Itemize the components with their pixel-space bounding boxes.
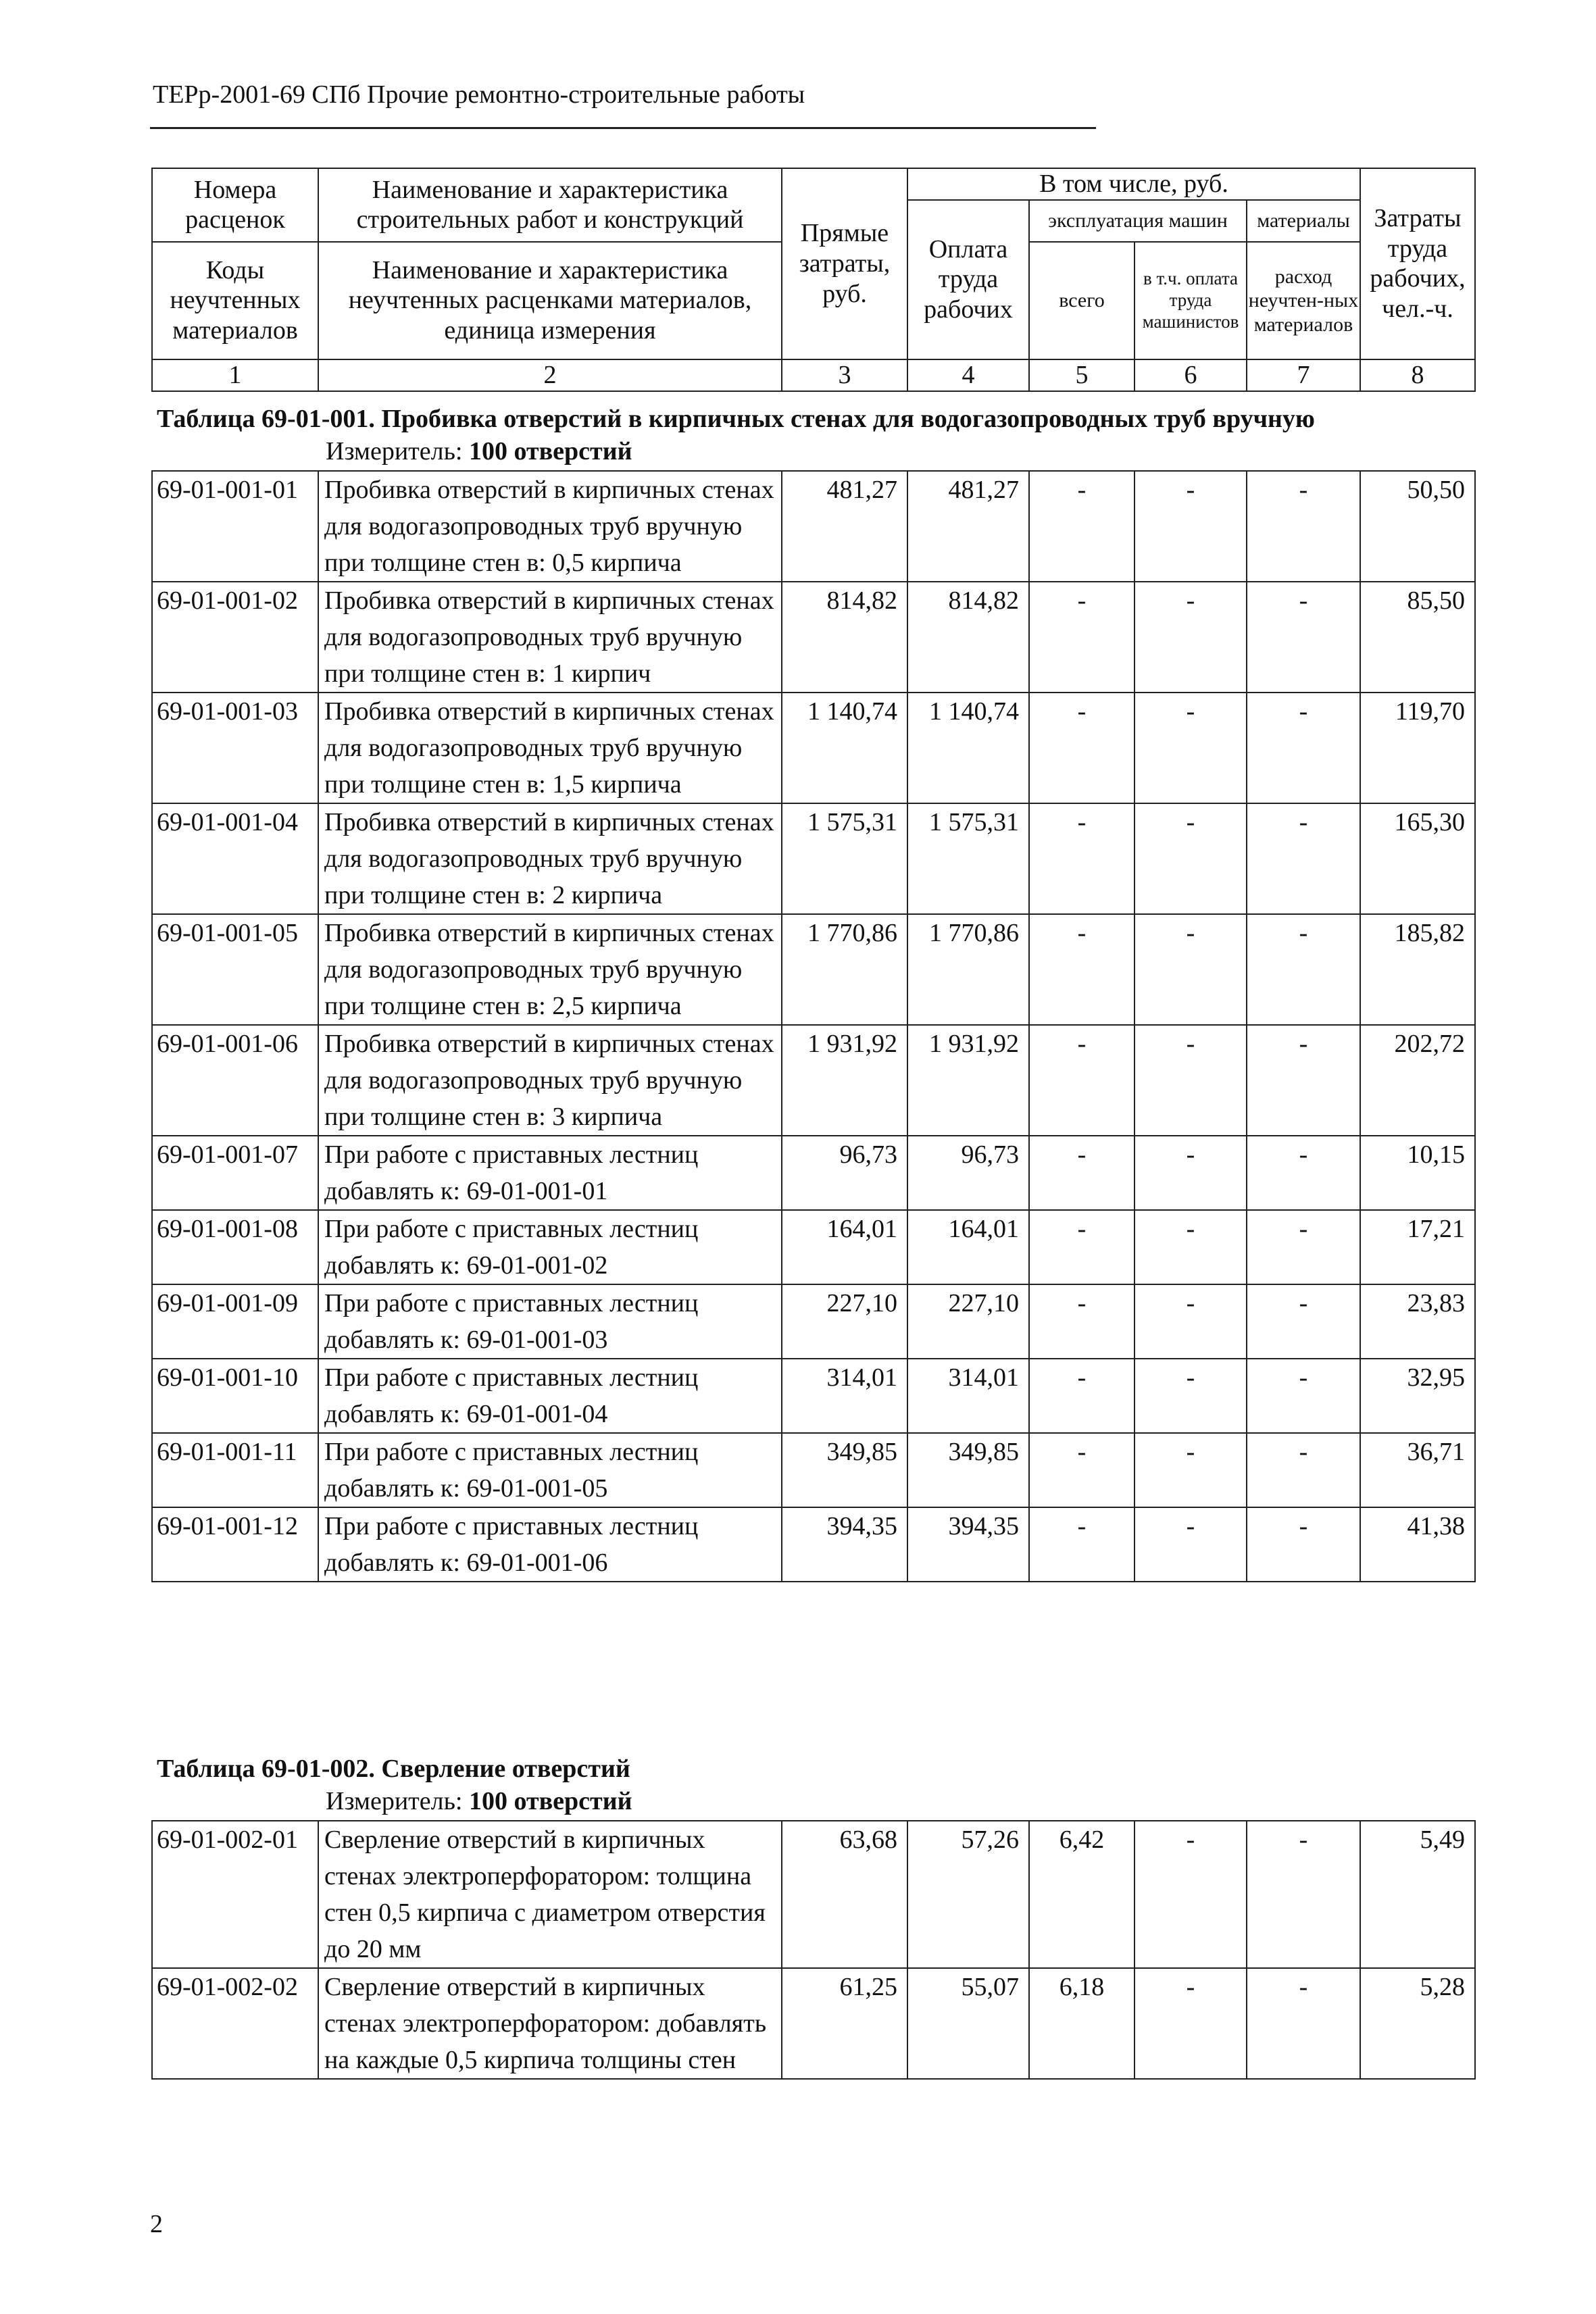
rate-code: 69-01-001-09 [152, 1284, 318, 1359]
column-number: 4 [907, 359, 1029, 391]
machines-total: - [1029, 582, 1134, 693]
rate-code: 69-01-001-03 [152, 693, 318, 803]
direct-costs: 63,68 [782, 1821, 907, 1968]
rate-code: 69-01-001-08 [152, 1210, 318, 1284]
machines-total: - [1029, 1507, 1134, 1582]
table-row [152, 693, 1475, 803]
direct-costs: 314,01 [782, 1359, 907, 1433]
section-meter [326, 1786, 632, 1816]
machinists-pay: - [1134, 1284, 1247, 1359]
header-machines: эксплуатация машин [1029, 200, 1247, 242]
rate-code: 69-01-001-12 [152, 1507, 318, 1582]
material-usage: - [1247, 582, 1360, 693]
rate-code: 69-01-001-01 [152, 471, 318, 582]
machines-total: - [1029, 1433, 1134, 1507]
column-header-table [151, 168, 1476, 392]
machinists-pay: - [1134, 1507, 1247, 1582]
machines-total: - [1029, 803, 1134, 914]
header-materials: материалы [1247, 200, 1360, 242]
header-name: Наименование и характеристика строительных работ и конструкций [318, 168, 782, 242]
labor-hours: 202,72 [1360, 1025, 1475, 1136]
table-row [152, 1821, 1475, 1968]
direct-costs: 164,01 [782, 1210, 907, 1284]
header-direct-costs: Прямые затраты, руб. [782, 168, 907, 359]
machines-total: - [1029, 914, 1134, 1025]
meter-value: 100 отверстий [469, 1787, 632, 1815]
labor-hours: 85,50 [1360, 582, 1475, 693]
machinists-pay: - [1134, 803, 1247, 914]
section-title: Таблица 69-01-002. Сверление отверстий [157, 1755, 630, 1783]
table-row [152, 1968, 1475, 2079]
rate-code: 69-01-001-07 [152, 1136, 318, 1210]
machinists-pay: - [1134, 1433, 1247, 1507]
column-number: 6 [1134, 359, 1247, 391]
rate-description: Сверление отверстий в кирпичных стенах электроперфоратором: толщина стен 0,5 кирпича с диаметром отверстия до 20 мм [318, 1821, 782, 1968]
material-usage: - [1247, 914, 1360, 1025]
machines-total: - [1029, 1025, 1134, 1136]
header-labor-hours: Затраты труда рабочих, чел.-ч. [1360, 168, 1475, 359]
column-number: 5 [1029, 359, 1134, 391]
meter-label: Измеритель: [326, 1787, 463, 1815]
table-row [152, 1433, 1475, 1507]
material-usage: - [1247, 1433, 1360, 1507]
direct-costs: 61,25 [782, 1968, 907, 2079]
labor-pay: 394,35 [907, 1507, 1029, 1582]
header-codes: Номера расценок [152, 168, 318, 242]
direct-costs: 1 931,92 [782, 1025, 907, 1136]
rate-code: 69-01-001-02 [152, 582, 318, 693]
labor-pay: 1 575,31 [907, 803, 1029, 914]
material-usage: - [1247, 471, 1360, 582]
rate-description: Сверление отверстий в кирпичных стенах электроперфоратором: добавлять на каждые 0,5 кирпича толщины стен [318, 1968, 782, 2079]
table-row [152, 1136, 1475, 1210]
labor-hours: 185,82 [1360, 914, 1475, 1025]
rate-description: Пробивка отверстий в кирпичных стенах для водогазопроводных труб вручную при толщине стен в: 2,5 кирпича [318, 914, 782, 1025]
table-row [152, 914, 1475, 1025]
labor-pay: 55,07 [907, 1968, 1029, 2079]
section-meter [326, 436, 632, 466]
rate-description: При работе с приставных лестниц добавлять к: 69-01-001-02 [318, 1210, 782, 1284]
machines-total: 6,18 [1029, 1968, 1134, 2079]
labor-hours: 5,49 [1360, 1821, 1475, 1968]
labor-hours: 36,71 [1360, 1433, 1475, 1507]
table-row [152, 1284, 1475, 1359]
machines-total: - [1029, 1359, 1134, 1433]
machines-total: - [1029, 1210, 1134, 1284]
column-number: 2 [318, 359, 782, 391]
header-group-label: В том числе, руб. [907, 168, 1360, 200]
labor-pay: 164,01 [907, 1210, 1029, 1284]
labor-hours: 10,15 [1360, 1136, 1475, 1210]
rate-code: 69-01-001-10 [152, 1359, 318, 1433]
header-machines-total: всего [1029, 242, 1134, 359]
rate-description: Пробивка отверстий в кирпичных стенах для водогазопроводных труб вручную при толщине стен в: 1 кирпич [318, 582, 782, 693]
direct-costs: 349,85 [782, 1433, 907, 1507]
rate-description: Пробивка отверстий в кирпичных стенах для водогазопроводных труб вручную при толщине стен в: 2 кирпича [318, 803, 782, 914]
machinists-pay: - [1134, 1210, 1247, 1284]
material-usage: - [1247, 1507, 1360, 1582]
header-material-usage: расход неучтен-ных материалов [1247, 242, 1360, 359]
labor-hours: 5,28 [1360, 1968, 1475, 2079]
direct-costs: 1 575,31 [782, 803, 907, 914]
rate-description: Пробивка отверстий в кирпичных стенах для водогазопроводных труб вручную при толщине стен в: 1,5 кирпича [318, 693, 782, 803]
rate-description: При работе с приставных лестниц добавлять к: 69-01-001-04 [318, 1359, 782, 1433]
labor-pay: 349,85 [907, 1433, 1029, 1507]
machines-total: - [1029, 471, 1134, 582]
labor-pay: 314,01 [907, 1359, 1029, 1433]
labor-hours: 17,21 [1360, 1210, 1475, 1284]
meter-label: Измеритель: [326, 437, 463, 466]
material-usage: - [1247, 1284, 1360, 1359]
rates-table [151, 1820, 1476, 2080]
column-number: 3 [782, 359, 907, 391]
material-usage: - [1247, 693, 1360, 803]
machinists-pay: - [1134, 1821, 1247, 1968]
material-usage: - [1247, 1968, 1360, 2079]
material-usage: - [1247, 1136, 1360, 1210]
labor-hours: 41,38 [1360, 1507, 1475, 1582]
labor-pay: 1 931,92 [907, 1025, 1029, 1136]
labor-pay: 814,82 [907, 582, 1029, 693]
page-number: 2 [150, 2210, 163, 2238]
labor-hours: 165,30 [1360, 803, 1475, 914]
labor-pay: 96,73 [907, 1136, 1029, 1210]
labor-pay: 481,27 [907, 471, 1029, 582]
table-row [152, 1359, 1475, 1433]
labor-hours: 23,83 [1360, 1284, 1475, 1359]
material-usage: - [1247, 1821, 1360, 1968]
labor-hours: 32,95 [1360, 1359, 1475, 1433]
machinists-pay: - [1134, 1136, 1247, 1210]
machinists-pay: - [1134, 1968, 1247, 2079]
page-header: ТЕРр-2001-69 СПб Прочие ремонтно-строительные работы [153, 80, 805, 109]
header-machinists-pay: в т.ч. оплата труда машинистов [1134, 242, 1247, 359]
direct-costs: 394,35 [782, 1507, 907, 1582]
rate-code: 69-01-001-11 [152, 1433, 318, 1507]
header-labor-pay: Оплата труда рабочих [907, 200, 1029, 359]
labor-pay: 227,10 [907, 1284, 1029, 1359]
labor-hours: 50,50 [1360, 471, 1475, 582]
material-usage: - [1247, 1025, 1360, 1136]
material-usage: - [1247, 803, 1360, 914]
rate-code: 69-01-002-01 [152, 1821, 318, 1968]
table-row [152, 803, 1475, 914]
header-material-name: Наименование и характеристика неучтенных расценками материалов, единица измерения [318, 242, 782, 359]
rate-description: Пробивка отверстий в кирпичных стенах для водогазопроводных труб вручную при толщине стен в: 0,5 кирпича [318, 471, 782, 582]
machinists-pay: - [1134, 471, 1247, 582]
table-row [152, 471, 1475, 582]
machines-total: 6,42 [1029, 1821, 1134, 1968]
rate-code: 69-01-001-04 [152, 803, 318, 914]
rate-description: При работе с приставных лестниц добавлять к: 69-01-001-03 [318, 1284, 782, 1359]
direct-costs: 227,10 [782, 1284, 907, 1359]
rate-description: При работе с приставных лестниц добавлять к: 69-01-001-06 [318, 1507, 782, 1582]
rates-table [151, 470, 1476, 1582]
direct-costs: 814,82 [782, 582, 907, 693]
table-row [152, 1025, 1475, 1136]
meter-value: 100 отверстий [469, 437, 632, 466]
direct-costs: 1 770,86 [782, 914, 907, 1025]
machinists-pay: - [1134, 914, 1247, 1025]
machinists-pay: - [1134, 582, 1247, 693]
rate-description: При работе с приставных лестниц добавлять к: 69-01-001-05 [318, 1433, 782, 1507]
machines-total: - [1029, 693, 1134, 803]
direct-costs: 1 140,74 [782, 693, 907, 803]
header-rule [150, 127, 1096, 129]
machinists-pay: - [1134, 1359, 1247, 1433]
column-number: 1 [152, 359, 318, 391]
direct-costs: 481,27 [782, 471, 907, 582]
material-usage: - [1247, 1210, 1360, 1284]
direct-costs: 96,73 [782, 1136, 907, 1210]
machines-total: - [1029, 1136, 1134, 1210]
material-usage: - [1247, 1359, 1360, 1433]
labor-hours: 119,70 [1360, 693, 1475, 803]
rate-code: 69-01-002-02 [152, 1968, 318, 2079]
labor-pay: 1 770,86 [907, 914, 1029, 1025]
labor-pay: 57,26 [907, 1821, 1029, 1968]
column-number: 8 [1360, 359, 1475, 391]
rate-description: При работе с приставных лестниц добавлять к: 69-01-001-01 [318, 1136, 782, 1210]
table-row [152, 1210, 1475, 1284]
section-title: Таблица 69-01-001. Пробивка отверстий в кирпичных стенах для водогазопроводных труб вручную [157, 405, 1315, 433]
labor-pay: 1 140,74 [907, 693, 1029, 803]
machinists-pay: - [1134, 693, 1247, 803]
table-row [152, 1507, 1475, 1582]
column-number: 7 [1247, 359, 1360, 391]
rate-code: 69-01-001-06 [152, 1025, 318, 1136]
machines-total: - [1029, 1284, 1134, 1359]
rate-code: 69-01-001-05 [152, 914, 318, 1025]
table-row [152, 582, 1475, 693]
machinists-pay: - [1134, 1025, 1247, 1136]
rate-description: Пробивка отверстий в кирпичных стенах для водогазопроводных труб вручную при толщине стен в: 3 кирпича [318, 1025, 782, 1136]
header-material-codes: Коды неучтенных материалов [152, 242, 318, 359]
